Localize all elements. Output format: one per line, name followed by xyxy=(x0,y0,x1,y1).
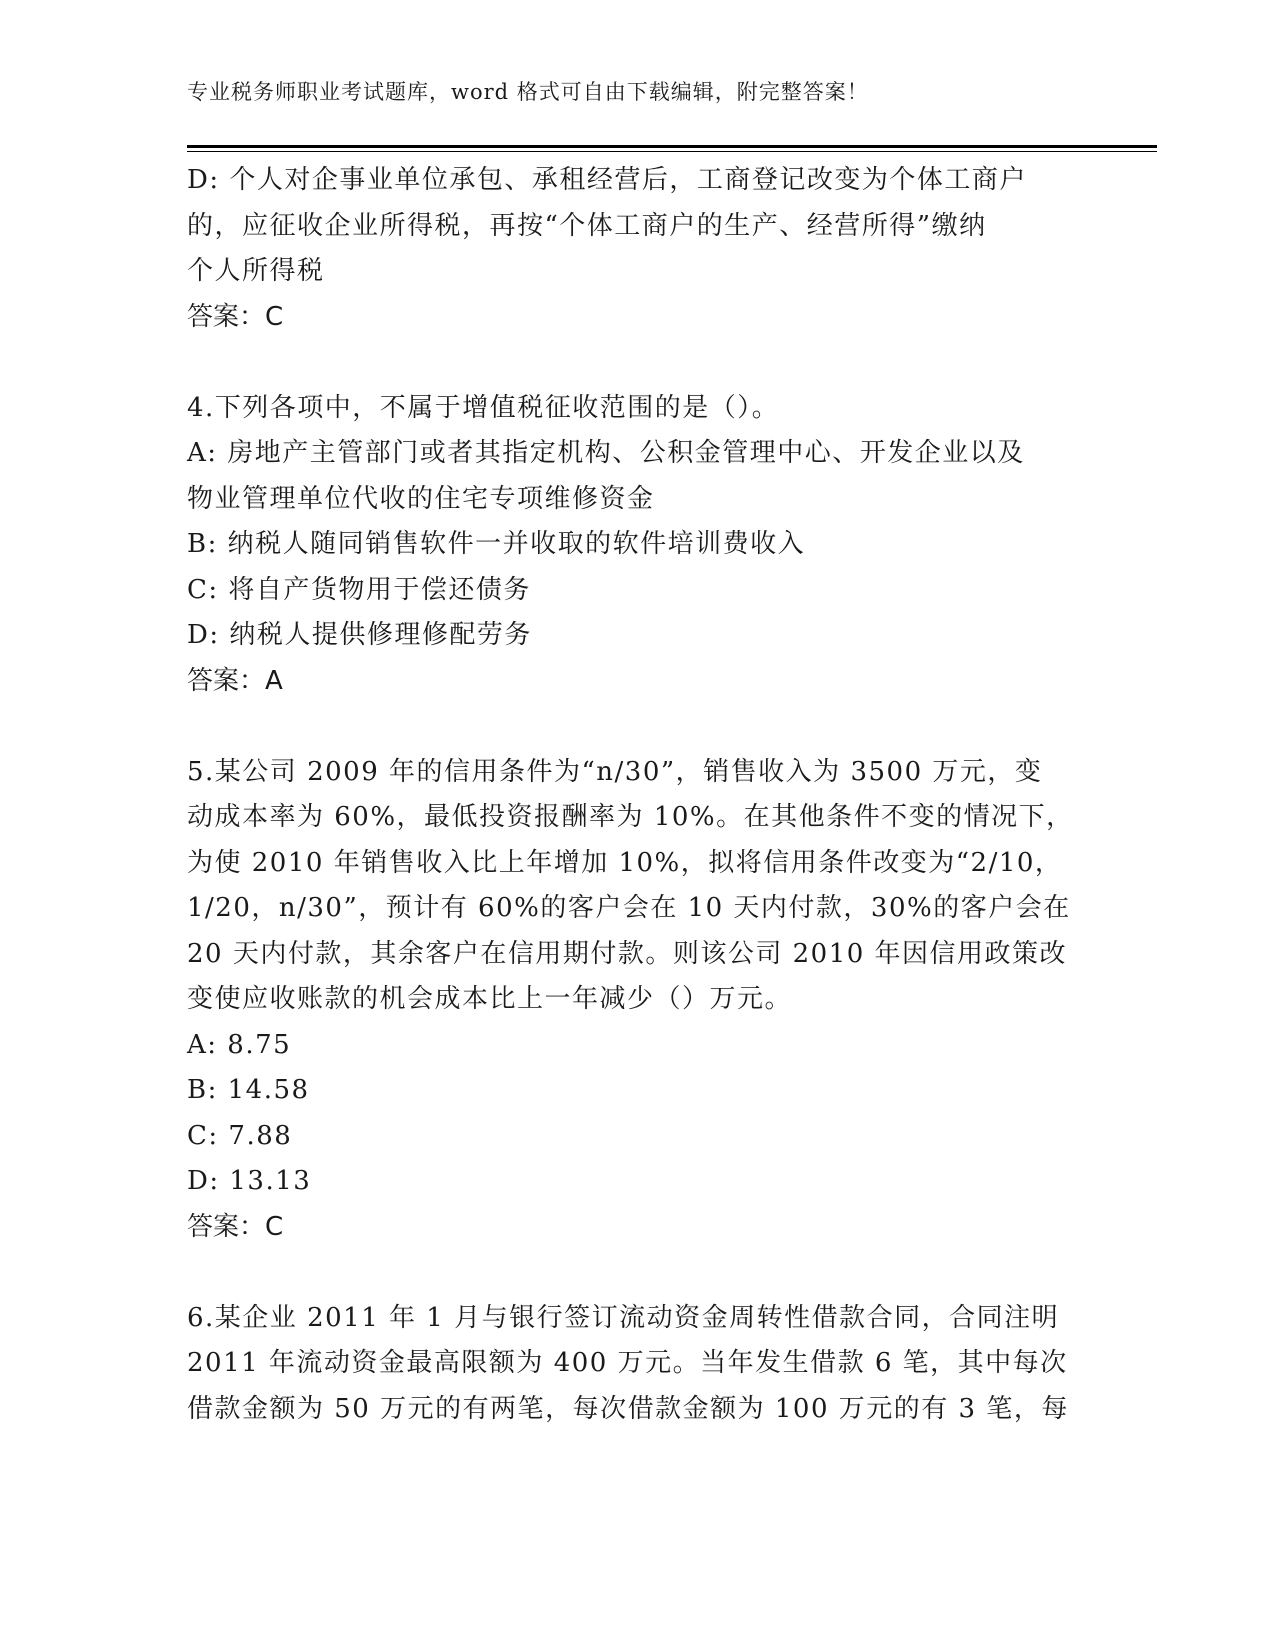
header-rule-thin xyxy=(187,151,1157,152)
question-text-line: 1/20，n/30”，预计有 60%的客户会在 10 天内付款，30%的客户会在 xyxy=(187,893,1071,923)
answer-line: 答案：A xyxy=(187,665,283,696)
question-text-line: 的，应征收企业所得税，再按“个体工商户的生产、经营所得”缴纳 xyxy=(187,210,987,241)
question-text-line: 5.某公司 2009 年的信用条件为“n/30”，销售收入为 3500 万元，变 xyxy=(187,756,1043,787)
question-text-line: 2011 年流动资金最高限额为 400 万元。当年发生借款 6 笔，其中每次 xyxy=(187,1348,1068,1378)
question-text-line: 为使 2010 年销售收入比上年增加 10%，拟将信用条件改变为“2/10， xyxy=(187,847,1063,878)
question-text-line: 个人所得税 xyxy=(187,256,325,286)
block-spacer xyxy=(187,704,1087,750)
header-rule-thick xyxy=(187,145,1157,148)
question-text-line: A: 8.75 xyxy=(187,1029,292,1060)
block-spacer xyxy=(187,1250,1087,1296)
question-text-line: D: 个人对企事业单位承包、承租经营后，工商登记改变为个体工商户 xyxy=(187,165,1027,195)
answer-line: 答案：C xyxy=(187,301,284,332)
question-text-line: A: 房地产主管部门或者其指定机构、公积金管理中心、开发企业以及 xyxy=(187,438,1025,468)
question-block xyxy=(187,1296,1087,1433)
page-header: 专业税务师职业考试题库，word 格式可自由下载编辑，附完整答案！ xyxy=(187,80,869,104)
question-text-line: C: 7.88 xyxy=(187,1120,293,1151)
question-text-line: D: 纳税人提供修理修配劳务 xyxy=(187,620,532,650)
question-text-line: 动成本率为 60%，最低投资报酬率为 10%。在其他条件不变的情况下， xyxy=(187,802,1074,832)
question-text-line: C: 将自产货物用于偿还债务 xyxy=(187,574,531,605)
question-text-line: 20 天内付款，其余客户在信用期付款。则该公司 2010 年因信用政策改 xyxy=(187,938,1068,969)
question-text-line: B: 纳税人随同销售软件一并收取的软件培训费收入 xyxy=(187,529,806,559)
question-text-line: 4.下列各项中，不属于增值税征收范围的是（）。 xyxy=(187,392,780,423)
question-text-line: D: 13.13 xyxy=(187,1166,312,1196)
question-text-line: B: 14.58 xyxy=(187,1075,310,1105)
question-content xyxy=(187,158,1087,1432)
question-block xyxy=(187,386,1087,705)
question-block xyxy=(187,158,1087,340)
block-spacer xyxy=(187,340,1087,386)
question-text-line: 借款金额为 50 万元的有两笔，每次借款金额为 100 万元的有 3 笔，每 xyxy=(187,1393,1069,1424)
question-text-line: 变使应收账款的机会成本比上一年减少（）万元。 xyxy=(187,984,793,1014)
answer-line: 答案：C xyxy=(187,1211,284,1242)
question-block xyxy=(187,750,1087,1251)
question-text-line: 物业管理单位代收的住宅专项维修资金 xyxy=(187,483,655,514)
question-text-line: 6.某企业 2011 年 1 月与银行签订流动资金周转性借款合同，合同注明 xyxy=(187,1302,1060,1333)
